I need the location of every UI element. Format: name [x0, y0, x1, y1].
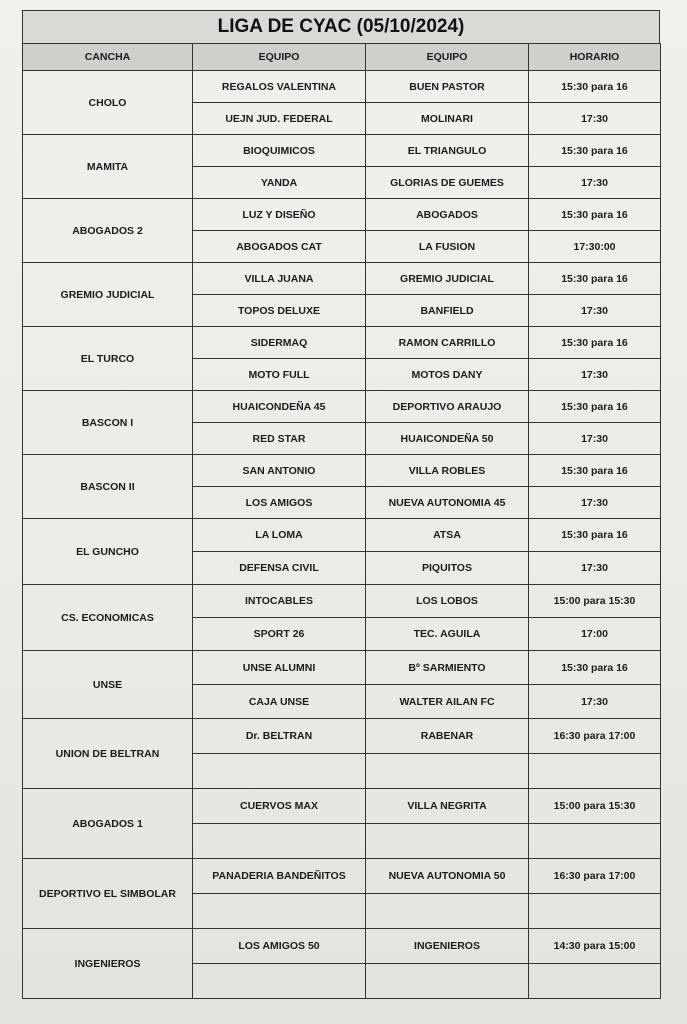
table-row	[23, 263, 661, 295]
equipo-1-cell: LA LOMA	[193, 519, 366, 552]
equipo-1-cell: SAN ANTONIO	[193, 455, 366, 487]
page-title: LIGA DE CYAC (05/10/2024)	[22, 10, 660, 43]
horario-cell	[529, 894, 661, 929]
equipo-1-cell: TOPOS DELUXE	[193, 295, 366, 327]
equipo-2-cell	[366, 824, 529, 859]
equipo-2-cell: LA FUSION	[366, 231, 529, 263]
horario-cell	[529, 754, 661, 789]
equipo-1-cell: RED STAR	[193, 423, 366, 455]
equipo-1-cell	[193, 824, 366, 859]
table-row	[23, 585, 661, 618]
schedule-body	[23, 71, 661, 999]
table-row	[23, 135, 661, 167]
equipo-1-cell: REGALOS VALENTINA	[193, 71, 366, 103]
equipo-1-cell: HUAICONDEÑA 45	[193, 391, 366, 423]
cancha-cell: BASCON II	[23, 455, 193, 519]
horario-cell: 17:30	[529, 359, 661, 391]
equipo-2-cell: NUEVA AUTONOMIA 50	[366, 859, 529, 894]
horario-cell: 15:30 para 16	[529, 455, 661, 487]
equipo-2-cell: GREMIO JUDICIAL	[366, 263, 529, 295]
cancha-cell: INGENIEROS	[23, 929, 193, 999]
table-row	[23, 519, 661, 552]
equipo-2-cell: BUEN PASTOR	[366, 71, 529, 103]
table-row	[23, 859, 661, 894]
horario-cell: 17:30	[529, 487, 661, 519]
horario-cell: 15:30 para 16	[529, 391, 661, 423]
table-row	[23, 455, 661, 487]
equipo-2-cell: INGENIEROS	[366, 929, 529, 964]
horario-cell: 15:30 para 16	[529, 651, 661, 685]
equipo-1-cell: SPORT 26	[193, 618, 366, 651]
header-cancha: CANCHA	[23, 44, 193, 71]
equipo-2-cell: Bº SARMIENTO	[366, 651, 529, 685]
horario-cell: 15:30 para 16	[529, 71, 661, 103]
cancha-cell: ABOGADOS 1	[23, 789, 193, 859]
equipo-1-cell: PANADERIA BANDEÑITOS	[193, 859, 366, 894]
cancha-cell: CS. ECONOMICAS	[23, 585, 193, 651]
horario-cell: 17:30:00	[529, 231, 661, 263]
horario-cell: 14:30 para 15:00	[529, 929, 661, 964]
equipo-2-cell: NUEVA AUTONOMIA 45	[366, 487, 529, 519]
table-row	[23, 789, 661, 824]
horario-cell: 17:30	[529, 685, 661, 719]
horario-cell: 15:30 para 16	[529, 199, 661, 231]
equipo-1-cell: VILLA JUANA	[193, 263, 366, 295]
cancha-cell: UNSE	[23, 651, 193, 719]
equipo-2-cell	[366, 894, 529, 929]
equipo-1-cell: INTOCABLES	[193, 585, 366, 618]
equipo-1-cell: DEFENSA CIVIL	[193, 552, 366, 585]
horario-cell: 15:00 para 15:30	[529, 585, 661, 618]
equipo-2-cell: LOS LOBOS	[366, 585, 529, 618]
horario-cell: 17:30	[529, 423, 661, 455]
cancha-cell: EL GUNCHO	[23, 519, 193, 585]
equipo-1-cell: CAJA UNSE	[193, 685, 366, 719]
equipo-1-cell: ABOGADOS CAT	[193, 231, 366, 263]
horario-cell: 16:30 para 17:00	[529, 719, 661, 754]
horario-cell: 15:00 para 15:30	[529, 789, 661, 824]
equipo-2-cell: WALTER AILAN FC	[366, 685, 529, 719]
horario-cell: 17:30	[529, 167, 661, 199]
equipo-1-cell: BIOQUIMICOS	[193, 135, 366, 167]
horario-cell: 17:30	[529, 552, 661, 585]
equipo-2-cell: GLORIAS DE GUEMES	[366, 167, 529, 199]
equipo-1-cell: UEJN JUD. FEDERAL	[193, 103, 366, 135]
horario-cell: 15:30 para 16	[529, 327, 661, 359]
equipo-1-cell: Dr. BELTRAN	[193, 719, 366, 754]
table-row	[23, 391, 661, 423]
equipo-2-cell	[366, 754, 529, 789]
schedule-sheet	[22, 10, 660, 999]
equipo-1-cell	[193, 754, 366, 789]
equipo-2-cell: VILLA ROBLES	[366, 455, 529, 487]
cancha-cell: MAMITA	[23, 135, 193, 199]
equipo-1-cell: LUZ Y DISEÑO	[193, 199, 366, 231]
equipo-2-cell: RAMON CARRILLO	[366, 327, 529, 359]
cancha-cell: BASCON I	[23, 391, 193, 455]
equipo-1-cell: YANDA	[193, 167, 366, 199]
cancha-cell: EL TURCO	[23, 327, 193, 391]
header-row	[23, 44, 661, 71]
equipo-1-cell: LOS AMIGOS	[193, 487, 366, 519]
equipo-1-cell: UNSE ALUMNI	[193, 651, 366, 685]
equipo-1-cell	[193, 964, 366, 999]
header-equipo-2: EQUIPO	[366, 44, 529, 71]
table-row	[23, 327, 661, 359]
equipo-2-cell: DEPORTIVO ARAUJO	[366, 391, 529, 423]
equipo-2-cell: MOTOS DANY	[366, 359, 529, 391]
cancha-cell: ABOGADOS 2	[23, 199, 193, 263]
horario-cell: 17:30	[529, 295, 661, 327]
equipo-2-cell: BANFIELD	[366, 295, 529, 327]
equipo-2-cell: TEC. AGUILA	[366, 618, 529, 651]
table-row	[23, 199, 661, 231]
horario-cell	[529, 964, 661, 999]
cancha-cell: GREMIO JUDICIAL	[23, 263, 193, 327]
equipo-2-cell: MOLINARI	[366, 103, 529, 135]
cancha-cell: CHOLO	[23, 71, 193, 135]
table-row	[23, 719, 661, 754]
cancha-cell: UNION DE BELTRAN	[23, 719, 193, 789]
table-row	[23, 71, 661, 103]
horario-cell: 15:30 para 16	[529, 519, 661, 552]
equipo-1-cell: SIDERMAQ	[193, 327, 366, 359]
horario-cell: 15:30 para 16	[529, 263, 661, 295]
cancha-cell: DEPORTIVO EL SIMBOLAR	[23, 859, 193, 929]
horario-cell: 17:00	[529, 618, 661, 651]
horario-cell: 15:30 para 16	[529, 135, 661, 167]
table-row	[23, 651, 661, 685]
equipo-2-cell: ATSA	[366, 519, 529, 552]
equipo-2-cell: ABOGADOS	[366, 199, 529, 231]
schedule-table	[22, 43, 661, 999]
equipo-2-cell: EL TRIANGULO	[366, 135, 529, 167]
equipo-2-cell: VILLA NEGRITA	[366, 789, 529, 824]
header-equipo-1: EQUIPO	[193, 44, 366, 71]
horario-cell: 17:30	[529, 103, 661, 135]
equipo-1-cell: MOTO FULL	[193, 359, 366, 391]
table-row	[23, 929, 661, 964]
equipo-1-cell: LOS AMIGOS 50	[193, 929, 366, 964]
equipo-2-cell	[366, 964, 529, 999]
equipo-2-cell: RABENAR	[366, 719, 529, 754]
equipo-1-cell	[193, 894, 366, 929]
horario-cell	[529, 824, 661, 859]
equipo-2-cell: PIQUITOS	[366, 552, 529, 585]
horario-cell: 16:30 para 17:00	[529, 859, 661, 894]
header-horario: HORARIO	[529, 44, 661, 71]
equipo-2-cell: HUAICONDEÑA 50	[366, 423, 529, 455]
equipo-1-cell: CUERVOS MAX	[193, 789, 366, 824]
